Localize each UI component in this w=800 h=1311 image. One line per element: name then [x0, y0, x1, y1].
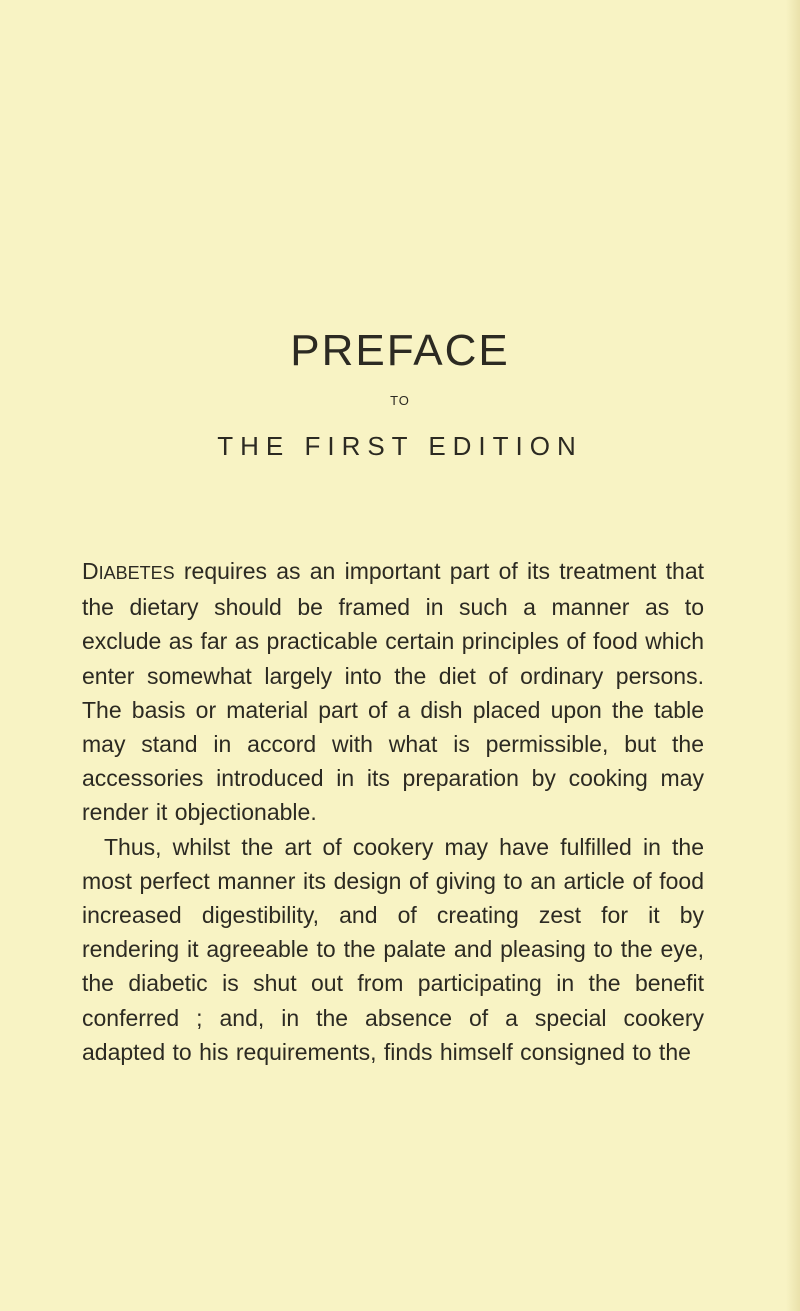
edition-subtitle: THE FIRST EDITION	[217, 431, 583, 461]
paragraph-1-text: requires as an important part of its treatment that the dietary should be framed in such a manner as to exclude as far as practicable certain principles of food which enter somewhat largely into the diet of ordinary persons. The basis or material part of a dish placed upon the table may stand in accord with what is permissible, but the accessories introduced in its preparation by cooking may render it objectionable.	[82, 558, 704, 826]
paragraph-2: Thus, whilst the art of cookery may have fulfilled in the most perfect manner its design of giving to an article of food increased digestibility, and of creating zest for it by rendering it agreeable to the palate and pleasing to the eye, the diabetic is shut out from participating in the benefit conferred ; and, in the absence of a special cookery adapted to his requirements, finds himself consigned to the	[82, 833, 704, 1065]
preface-title: PREFACE	[290, 326, 510, 375]
paragraph-1	[82, 554, 704, 830]
drop-word-rest: IABETES	[98, 563, 175, 583]
title-connector: TO	[390, 393, 410, 408]
drop-word-initial: D	[82, 558, 99, 584]
page-edge-shadow	[786, 0, 800, 1311]
preface-body	[82, 554, 704, 1069]
